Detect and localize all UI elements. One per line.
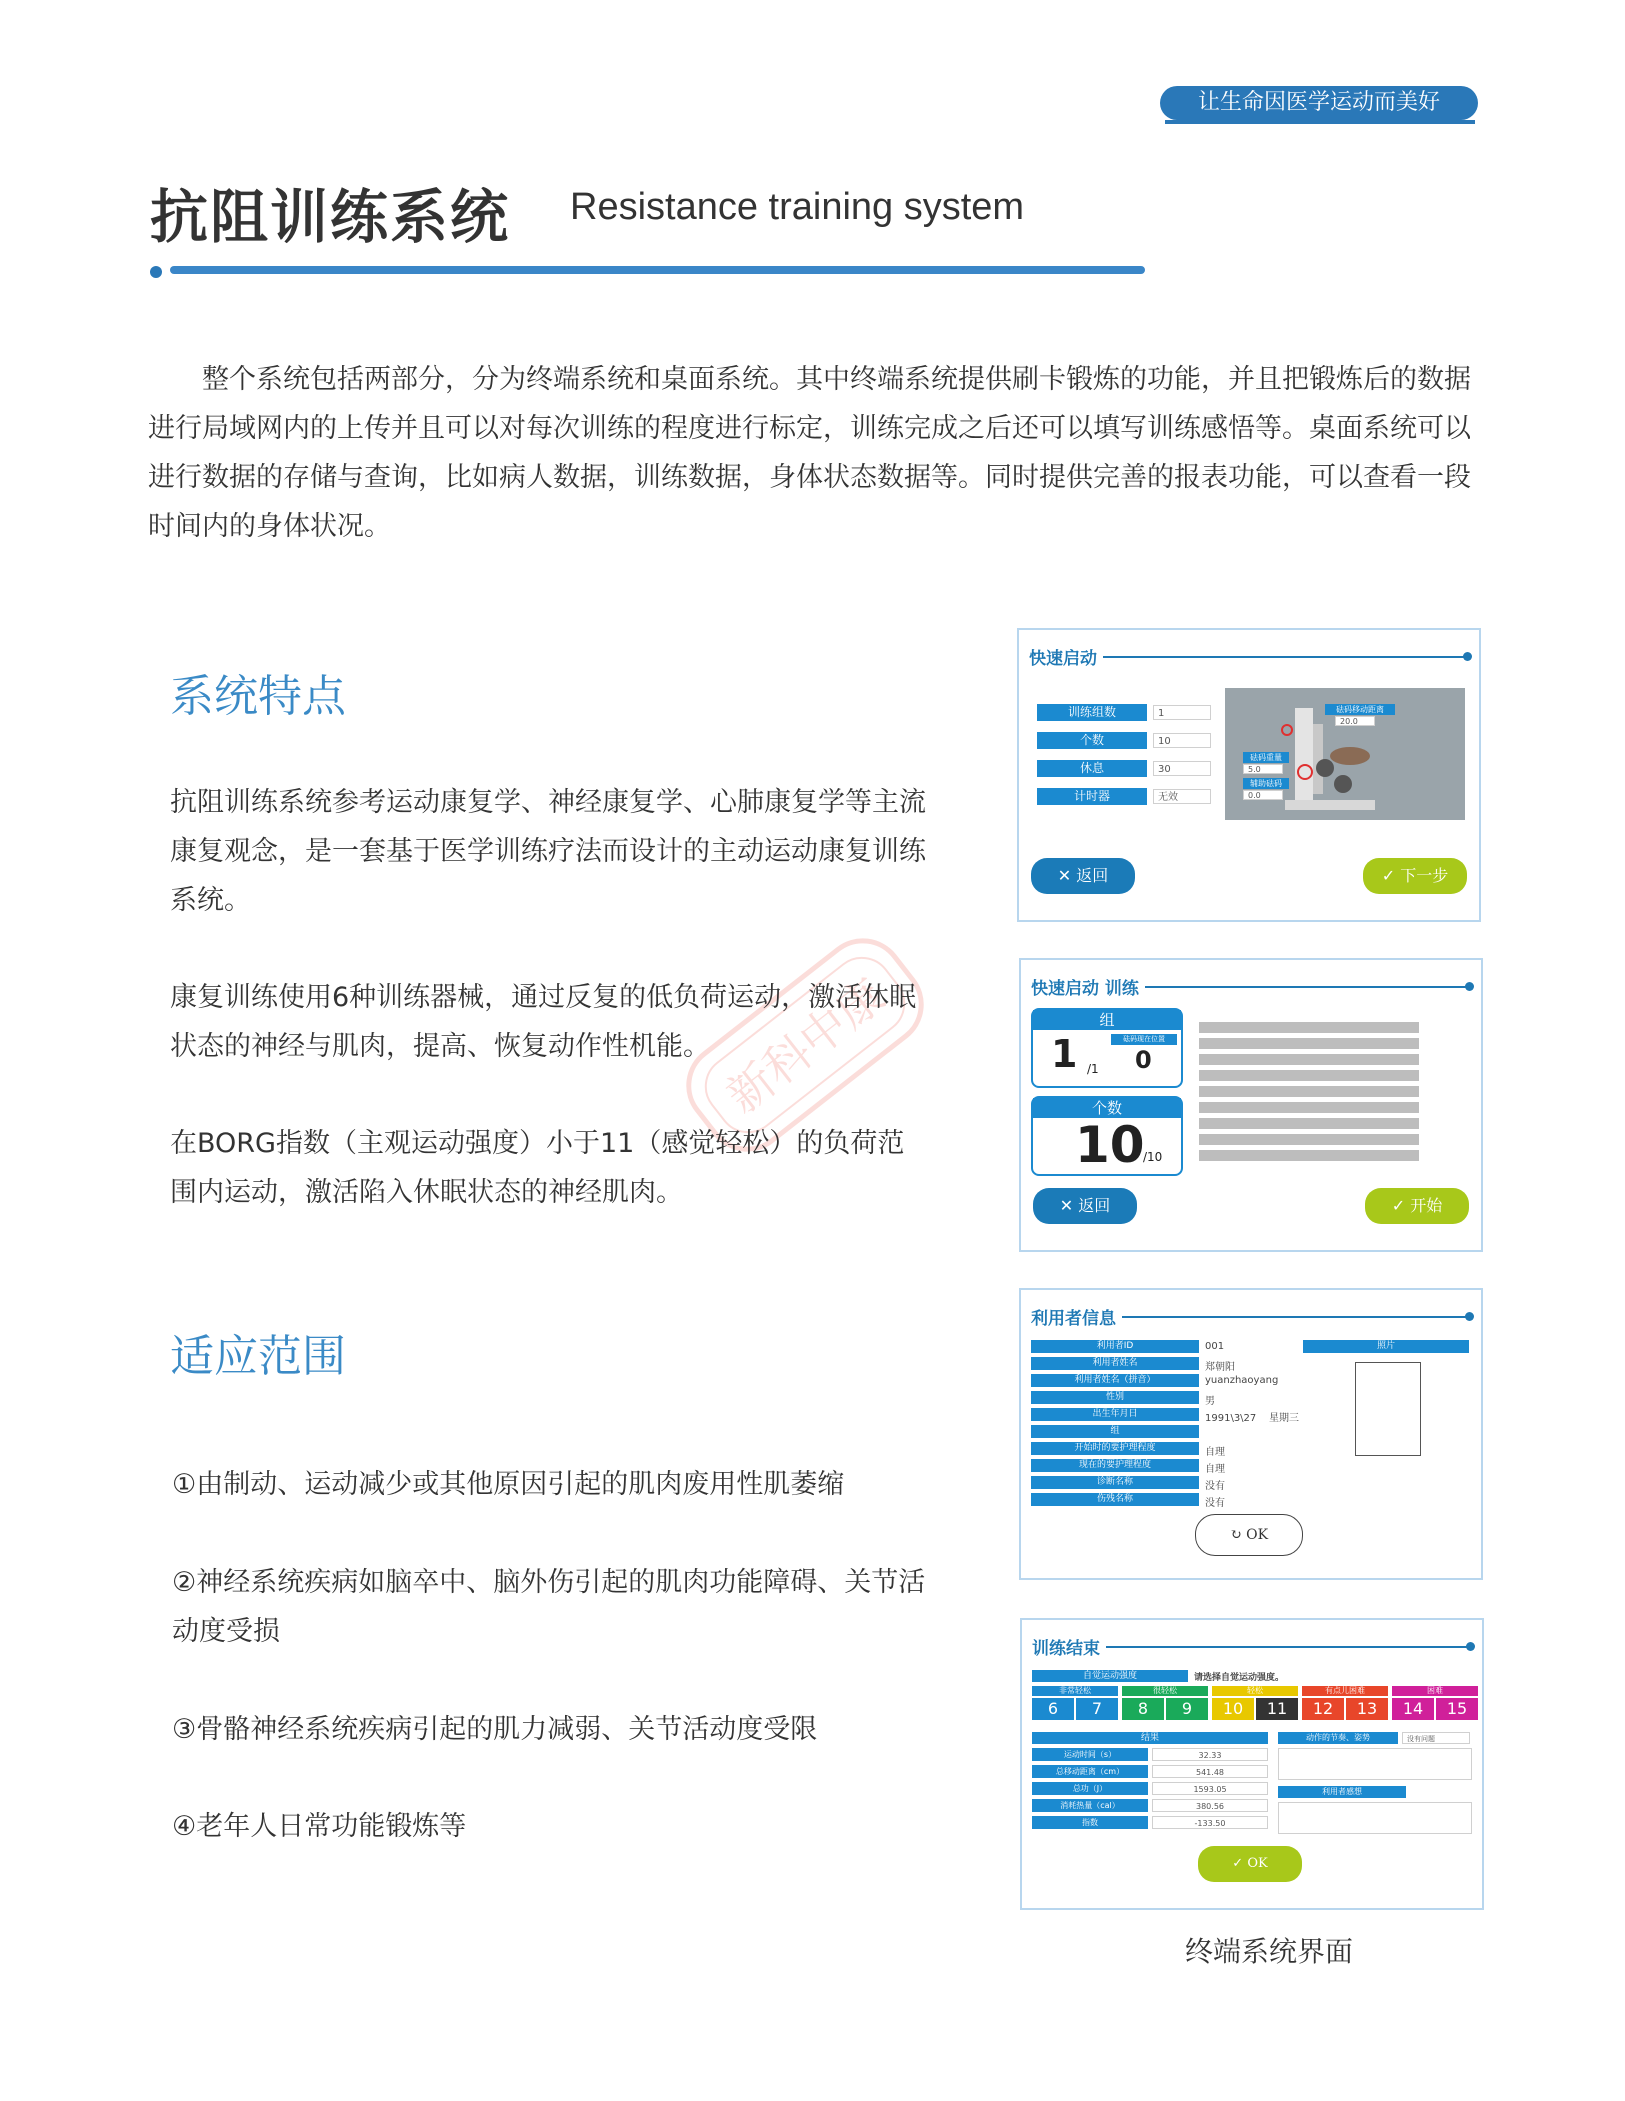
row-label: 个数 (1037, 732, 1147, 749)
user-row-value: 1991\3\27 星期三 (1205, 1413, 1299, 1424)
slogan-badge: 让生命因医学运动而美好 (1160, 86, 1478, 120)
start-button[interactable] (1365, 1188, 1469, 1224)
user-row-label: 利用者姓名 (1031, 1357, 1199, 1370)
user-row-value: 001 (1205, 1341, 1225, 1352)
user-row-label: 利用者姓名（拼音） (1031, 1374, 1199, 1387)
photo-label: 照片 (1303, 1340, 1469, 1353)
position-label: 砝码现在位置 (1111, 1034, 1177, 1045)
user-row-label: 开始时的要护理程度 (1031, 1442, 1199, 1455)
aux-weight-value: 0.0 (1243, 790, 1283, 800)
watermark-text: 新科中康 (716, 967, 895, 1124)
result-header: 结果 (1032, 1732, 1268, 1744)
next-button-label: 下一步 (1400, 866, 1449, 885)
panel-title-dot (1463, 652, 1472, 661)
ok-button[interactable] (1195, 1514, 1303, 1556)
result-label: 指数 (1032, 1816, 1148, 1829)
user-row-value: 郑朝阳 (1205, 1362, 1235, 1373)
count-total: /10 (1143, 1150, 1163, 1164)
count-input[interactable]: 10 (1153, 733, 1211, 748)
features-title: 系统特点 (170, 671, 346, 722)
scope-title: 适应范围 (170, 1331, 346, 1382)
scope-item-3: ③骨骼神经系统疾病引起的肌力减弱、关节活动度受限 (172, 1714, 818, 1745)
stripe (1199, 1022, 1419, 1033)
borg-option-7[interactable]: 7 (1076, 1698, 1118, 1720)
group-label: 组 (1033, 1010, 1181, 1030)
stripe (1199, 1086, 1419, 1097)
figure-caption: 终端系统界面 (1185, 1935, 1354, 1968)
user-row-label: 利用者ID (1031, 1340, 1199, 1353)
panel-title: 快速启动 (1029, 644, 1103, 669)
group-value: 1 (1051, 1032, 1078, 1076)
features-paragraph-3: 在BORG指数（主观运动强度）小于11（感觉轻松）的负荷范围内运动，激活陷入休眠状态的神经肌肉。 (170, 1128, 905, 1208)
position-value: 0 (1135, 1046, 1152, 1074)
page-title: 抗阻训练系统 (150, 183, 511, 251)
user-row-value: 男 (1205, 1396, 1215, 1407)
next-button[interactable] (1363, 858, 1467, 894)
close-icon: ✕ (1059, 1196, 1079, 1215)
result-value: -133.50 (1152, 1816, 1268, 1829)
borg-group-label: 很轻松 (1122, 1686, 1208, 1696)
photo-frame (1355, 1362, 1421, 1456)
panel-title: 训练结束 (1032, 1634, 1106, 1659)
check-icon: ✓ (1391, 1196, 1411, 1215)
back-button-label: 返回 (1076, 866, 1109, 885)
back-button-label: 返回 (1078, 1196, 1111, 1215)
panel-title: 利用者信息 (1031, 1304, 1122, 1329)
rest-input[interactable]: 30 (1153, 761, 1211, 776)
borg-option-14[interactable]: 14 (1392, 1698, 1434, 1720)
result-value: 32.33 (1152, 1748, 1268, 1761)
user-row-label: 诊断名称 (1031, 1476, 1199, 1489)
borg-group-label: 轻松 (1212, 1686, 1298, 1696)
check-icon: ✓ (1232, 1856, 1248, 1871)
refresh-icon: ↻ (1229, 1527, 1247, 1543)
aux-weight-label: 辅助砝码 (1243, 778, 1289, 789)
stripe (1199, 1054, 1419, 1065)
borg-option-9[interactable]: 9 (1166, 1698, 1208, 1720)
result-value: 541.48 (1152, 1765, 1268, 1778)
feeling-input[interactable] (1278, 1802, 1472, 1834)
user-row-label: 伤残名称 (1031, 1493, 1199, 1506)
result-label: 运动时间（s） (1032, 1748, 1148, 1761)
user-row-label: 性别 (1031, 1391, 1199, 1404)
ok-button-label: OK (1246, 1527, 1269, 1543)
rhythm-select[interactable]: 没有问题 (1402, 1732, 1470, 1744)
training-panel (1019, 958, 1483, 1252)
user-row-label: 组 (1031, 1425, 1199, 1438)
result-value: 380.56 (1152, 1799, 1268, 1812)
stripe (1199, 1150, 1419, 1161)
row-label: 训练组数 (1037, 704, 1147, 721)
slogan-underline (1165, 120, 1475, 124)
user-row-value: 没有 (1205, 1481, 1225, 1492)
back-button[interactable] (1033, 1188, 1137, 1224)
user-row-label: 出生年月日 (1031, 1408, 1199, 1421)
timer-select[interactable]: 无效 (1153, 789, 1211, 804)
features-paragraph-1: 抗阻训练系统参考运动康复学、神经康复学、心肺康复学等主流康复观念，是一套基于医学训练疗法而设计的主动运动康复训练系统。 (170, 787, 926, 916)
row-label: 休息 (1037, 760, 1147, 777)
stripe (1199, 1038, 1419, 1049)
user-info-panel (1019, 1288, 1483, 1580)
title-underline-dot (150, 266, 162, 278)
user-row-value: yuanzhaoyang (1205, 1375, 1279, 1386)
borg-option-10[interactable]: 10 (1212, 1698, 1254, 1720)
rhythm-label: 动作的节奏、姿势 (1278, 1732, 1398, 1744)
panel-title-dot (1465, 982, 1474, 991)
result-value: 1593.05 (1152, 1782, 1268, 1795)
borg-option-15[interactable]: 15 (1436, 1698, 1478, 1720)
stripe (1199, 1102, 1419, 1113)
training-end-panel (1020, 1618, 1484, 1910)
close-icon: ✕ (1057, 866, 1077, 885)
result-label: 总功（J） (1032, 1782, 1148, 1795)
move-distance-label: 砝码移动距离 (1325, 704, 1395, 715)
group-total: /1 (1087, 1062, 1099, 1076)
borg-option-11-selected[interactable]: 11 (1256, 1698, 1298, 1720)
move-distance-value: 20.0 (1335, 716, 1375, 726)
start-button-label: 开始 (1410, 1196, 1443, 1215)
borg-group-label: 困难 (1392, 1686, 1478, 1696)
panel-title-dot (1465, 1312, 1474, 1321)
result-label: 总移动距离（cm） (1032, 1765, 1148, 1778)
scope-item-4: ④老年人日常功能锻炼等 (172, 1811, 467, 1842)
panel-title-dot (1466, 1642, 1475, 1651)
title-underline (170, 266, 1145, 274)
scope-item-1: ①由制动、运动减少或其他原因引起的肌肉废用性肌萎缩 (172, 1469, 845, 1500)
ok-button[interactable] (1198, 1846, 1302, 1882)
group-box (1031, 1008, 1183, 1088)
user-row-value: 自理 (1205, 1447, 1225, 1458)
weight-label: 砝码重量 (1243, 752, 1289, 763)
result-label: 消耗热量（cal） (1032, 1799, 1148, 1812)
borg-option-12[interactable]: 12 (1302, 1698, 1344, 1720)
count-box (1031, 1096, 1183, 1176)
rhythm-comment-box[interactable] (1278, 1748, 1472, 1780)
count-label: 个数 (1033, 1098, 1181, 1118)
page-title-english: Resistance training system (570, 186, 1025, 228)
check-icon: ✓ (1381, 866, 1401, 885)
ok-button-label: OK (1247, 1856, 1268, 1871)
intro-paragraph: 整个系统包括两部分，分为终端系统和桌面系统。其中终端系统提供刷卡锻炼的功能，并且把锻炼后的数据进行局域网内的上传并且可以对每次训练的程度进行标定，训练完成之后还可以填写训练感悟等。桌面系统可以进行数据的存储与查询，比如病人数据，训练数据，身体状态数据等。同时提供完善的报表功能，可以查看一段时间内的身体状况。 (148, 364, 1471, 542)
borg-group-label: 有点儿困难 (1302, 1686, 1388, 1696)
borg-group-label: 非常轻松 (1032, 1686, 1118, 1696)
borg-option-13[interactable]: 13 (1346, 1698, 1388, 1720)
training-groups-input[interactable]: 1 (1153, 705, 1211, 720)
progress-stripes (1199, 1022, 1421, 1162)
panel-title: 快速启动 训练 (1031, 974, 1145, 999)
user-row-value: 没有 (1205, 1498, 1225, 1509)
back-button[interactable] (1031, 858, 1135, 894)
stripe (1199, 1134, 1419, 1145)
features-paragraph-2: 康复训练使用6种训练器械，通过反复的低负荷运动，激活休眠状态的神经与肌肉，提高、恢复动作性机能。 (170, 982, 917, 1062)
scope-item-2: ②神经系统疾病如脑卒中、脑外伤引起的肌肉功能障碍、关节活动度受损 (172, 1567, 926, 1647)
stripe (1199, 1118, 1419, 1129)
user-row-value: 自理 (1205, 1464, 1225, 1475)
borg-label: 自觉运动强度 (1032, 1670, 1188, 1682)
borg-option-6[interactable]: 6 (1032, 1698, 1074, 1720)
stripe (1199, 1070, 1419, 1081)
feeling-label: 利用者感想 (1278, 1786, 1406, 1798)
count-value: 10 (1075, 1116, 1145, 1174)
weight-value: 5.0 (1243, 764, 1283, 774)
row-label: 计时器 (1037, 788, 1147, 805)
quick-start-panel (1017, 628, 1481, 922)
user-row-label: 现在的要护理程度 (1031, 1459, 1199, 1472)
borg-option-8[interactable]: 8 (1122, 1698, 1164, 1720)
borg-prompt: 请选择自觉运动强度。 (1194, 1673, 1285, 1683)
machine-image (1225, 688, 1465, 820)
